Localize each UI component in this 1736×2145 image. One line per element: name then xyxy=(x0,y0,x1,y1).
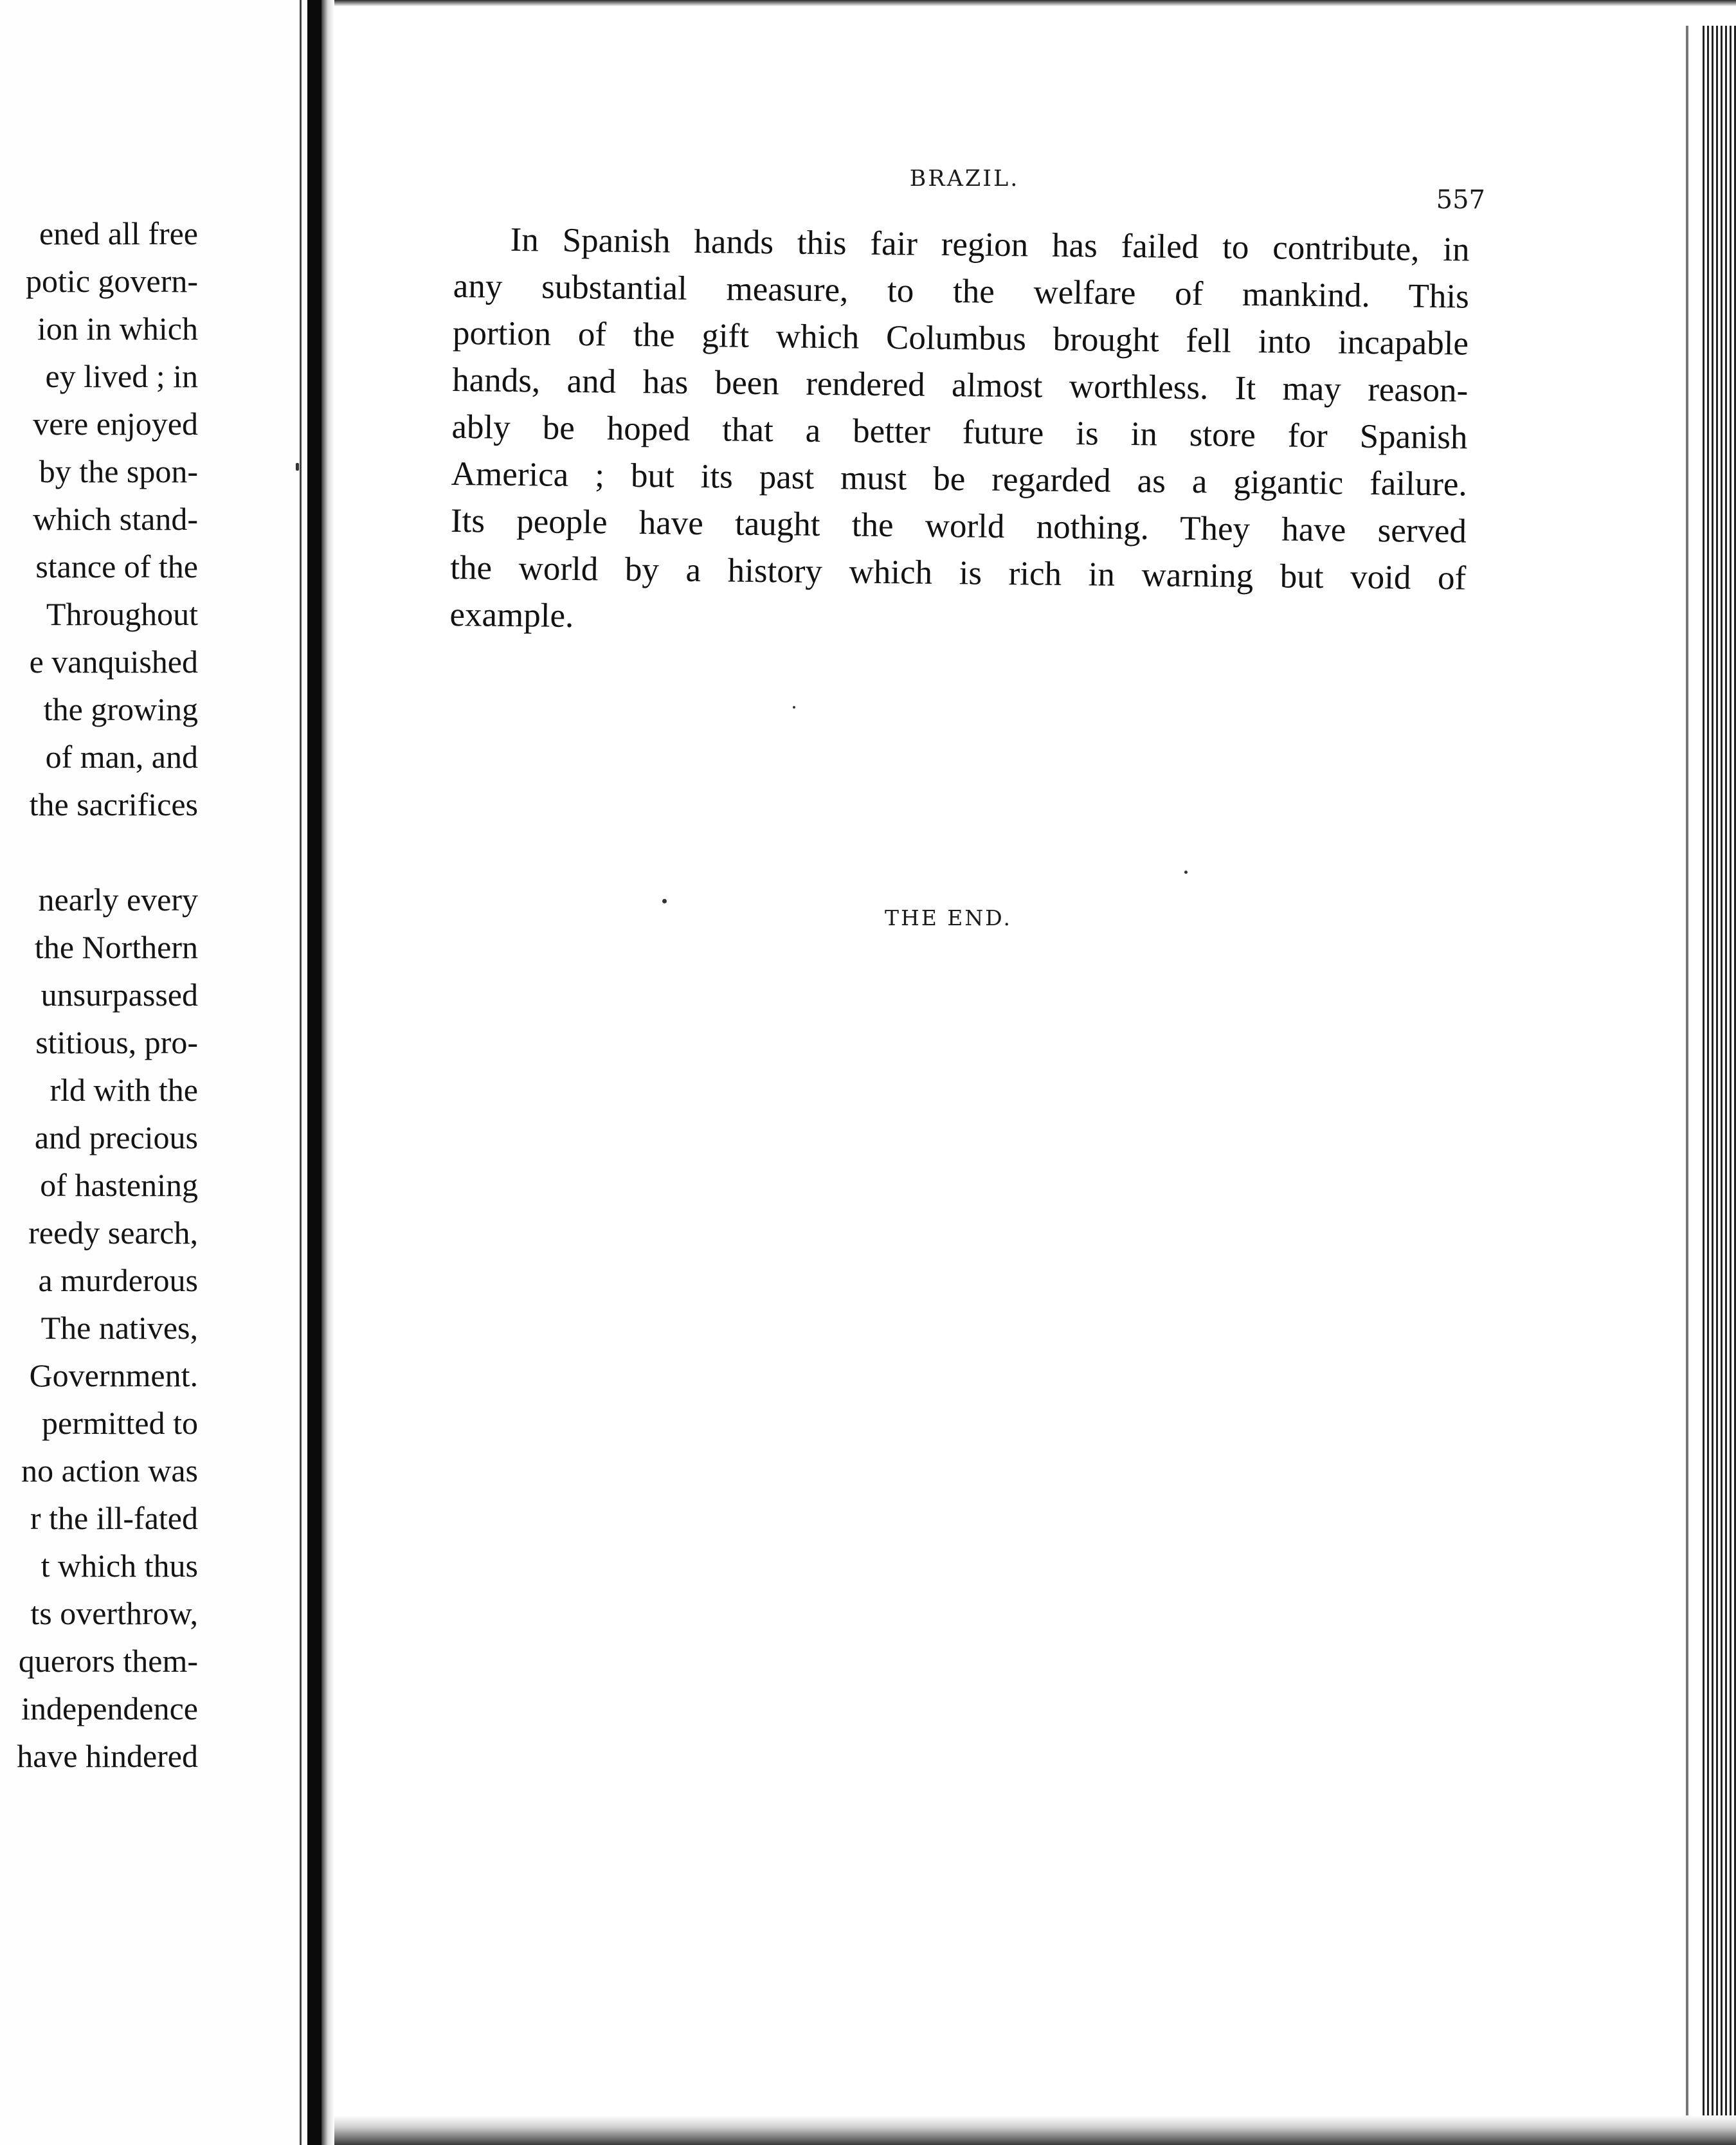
left-page-line: and precious xyxy=(34,1119,198,1155)
left-page-line: of man, and xyxy=(45,739,198,775)
gutter-shadow xyxy=(321,0,334,2145)
left-page-line: stance of the xyxy=(35,548,198,584)
left-page-line: ened all free xyxy=(39,215,198,251)
left-page-line: permitted to xyxy=(42,1405,198,1441)
page-right-border xyxy=(1686,26,1688,2145)
page-bottom-edge xyxy=(334,2115,1736,2145)
running-head: BRAZIL. xyxy=(909,166,1020,192)
left-page-line: ey lived ; in xyxy=(45,358,198,394)
book-gutter xyxy=(307,0,321,2145)
left-page-line: the sacrifices xyxy=(29,786,198,822)
paragraph-line: hands, and has been rendered almost worthless. It may reason- xyxy=(452,361,1469,410)
body-paragraph xyxy=(449,216,1470,649)
left-page-edge xyxy=(300,0,302,2145)
paragraph-line: America ; but its past must be regarded as a gigantic failure. xyxy=(451,455,1468,503)
left-page-line: ts overthrow, xyxy=(30,1595,198,1631)
paragraph-line: In Spanish hands this fair region has failed to contribute, in xyxy=(510,221,1470,269)
left-page-line: which stand- xyxy=(33,501,198,537)
paragraph-line: Its people have taught the world nothing. They have served xyxy=(450,502,1467,550)
left-page-line: Throughout xyxy=(46,596,198,632)
paper-speck xyxy=(1184,871,1188,874)
left-page-line: nearly every xyxy=(38,882,198,918)
left-page-line: The natives, xyxy=(41,1310,198,1346)
page-top-edge xyxy=(334,0,1736,6)
left-page-line: unsurpassed xyxy=(41,977,198,1013)
paragraph-line: the world by a history which is rich in warning but void of xyxy=(449,548,1467,597)
left-page-line: t which thus xyxy=(41,1548,198,1584)
page-number: 557 xyxy=(1436,185,1485,215)
left-page-line: the Northern xyxy=(34,929,198,965)
left-page-line: reedy search, xyxy=(28,1215,198,1251)
left-page-line: by the spon- xyxy=(39,453,198,489)
left-page-line: e vanquished xyxy=(29,644,198,680)
paragraph-line: ably be hoped that a better future is in store for Spanish xyxy=(451,408,1468,457)
left-page-line: querors them- xyxy=(18,1643,198,1679)
left-page-line: the growing xyxy=(43,691,198,727)
paragraph-line: any substantial measure, to the welfare of mankind. This xyxy=(453,267,1470,316)
left-page-line: a murderous xyxy=(38,1262,198,1298)
left-page-line: potic govern- xyxy=(26,263,198,299)
left-page-line: stitious, pro- xyxy=(35,1024,198,1060)
left-page-line: rld with the xyxy=(50,1072,198,1108)
left-page-line: vere enjoyed xyxy=(33,406,198,442)
paragraph-line: portion of the gift which Columbus brought fell into incapable xyxy=(452,314,1469,363)
left-page-line: independence xyxy=(21,1690,198,1726)
left-page-line: of hastening xyxy=(40,1167,198,1203)
left-page-line: have hindered xyxy=(17,1738,198,1774)
left-page-line: Government. xyxy=(29,1357,198,1393)
left-page-line: r the ill-fated xyxy=(30,1500,198,1536)
left-page-line: ion in which xyxy=(37,311,198,347)
left-page-line: no action was xyxy=(21,1453,198,1489)
paper-speck xyxy=(662,899,667,903)
paragraph-line: example. xyxy=(449,595,574,635)
paper-speck xyxy=(793,706,795,709)
left-page xyxy=(0,0,307,2145)
page-stack-edge xyxy=(1703,26,1736,2145)
the-end-heading: THE END. xyxy=(884,905,1013,930)
paper-speck xyxy=(296,463,299,471)
